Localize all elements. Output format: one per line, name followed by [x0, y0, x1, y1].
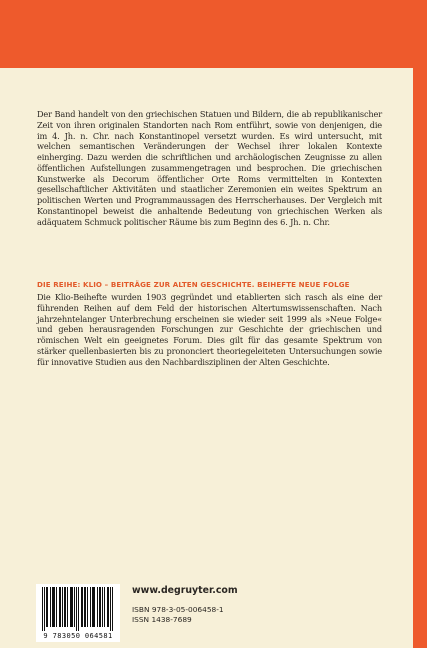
barcode-bar	[60, 587, 61, 627]
isbn-number: ISBN 978-3-05-006458-1	[132, 605, 224, 614]
barcode-bar	[84, 587, 85, 627]
barcode-bar	[52, 587, 53, 627]
barcode-bar	[67, 587, 68, 627]
barcode-bar	[62, 587, 63, 627]
publisher-info	[132, 585, 238, 625]
barcode-bar	[56, 587, 57, 627]
barcode-bar	[53, 587, 54, 627]
barcode-bar	[93, 587, 94, 627]
barcode-bar	[72, 587, 73, 627]
barcode-bar	[104, 587, 105, 627]
barcode-bar	[74, 587, 75, 627]
barcode-bar	[102, 587, 103, 627]
barcode-bar	[94, 587, 95, 627]
barcode-bar	[47, 587, 48, 627]
barcode-bar	[42, 587, 43, 631]
barcode-bar	[112, 587, 113, 631]
barcode-bar	[97, 587, 98, 627]
publisher-url[interactable]: www.degruyter.com	[132, 585, 238, 596]
series-heading: DIE REIHE: KLIO – BEITRÄGE ZUR ALTEN GESCHICHTE. BEIHEFTE NEUE FOLGE	[37, 280, 350, 289]
barcode-bar	[65, 587, 66, 627]
barcode-bar	[90, 587, 91, 627]
issn-number: ISSN 1438-7689	[132, 615, 192, 624]
barcode-bar	[81, 587, 82, 627]
barcode-bar	[70, 587, 71, 627]
barcode-digits: 9 783050 064581	[43, 632, 113, 640]
cover-edge-strip	[413, 0, 427, 648]
barcode-bar	[82, 587, 83, 627]
barcode-bar	[71, 587, 72, 627]
barcode-bar	[44, 587, 45, 631]
barcode-bar	[85, 587, 86, 627]
barcode-bar	[108, 587, 109, 627]
barcode-bar	[100, 587, 101, 627]
barcode-bar	[59, 587, 60, 627]
barcode-bars	[42, 587, 114, 631]
barcode-bar	[64, 587, 65, 627]
series-section	[37, 279, 382, 367]
book-description: Der Band handelt von den griechischen Statuen und Bildern, die ab republikanischer Zeit von ihren originalen Standorten nach Rom entführt, sowie von denjenigen, die im 4. Jh. n. Chr. nach Konstantinopel versetzt wurden. Es wird untersucht, mit welchen semantischen Veränderungen der Wechsel ihrer lokalen Kontexte einherging. Dazu werden die schriftlichen und archäologischen Zeugnisse zu allen öffentlichen Aufstellungen zusammengetragen und besprochen. Die griechischen Kunstwerke als Decorum öffentlicher Orte Roms vermittelten in Kontexten gesellschaftlicher Aktivitäten und staatlicher Zeremonien ein weites Spektrum an politischen Werten und Programmaussagen des Herrscherhauses. Der Vergleich mit Konstantinopel beweist die anhaltende Bedeutung von griechischen Werken als adäquatem Schmuck politischer Räume bis zum Beginn des 6. Jh. n. Chr.	[37, 109, 382, 227]
barcode-bar	[92, 587, 93, 627]
barcode-bar	[50, 587, 51, 627]
barcode-bar	[87, 587, 88, 627]
barcode-bar	[99, 587, 100, 627]
barcode-bar	[78, 587, 79, 631]
barcode-bar	[54, 587, 55, 627]
barcode-bar	[107, 587, 108, 627]
series-description: Die Klio-Beihefte wurden 1903 gegründet und etablierten sich rasch als eine der führenden Reihen auf dem Feld der historischen Altertumswissenschaften. Nach jahrzehntelanger Unterbrechung erscheinen sie wieder seit 1999 als »Neue Folge« und geben herausragenden Forschungen zur Geschichte der griechischen und römischen Welt ein geeignetes Forum. Dies gilt für das gesamte Spektrum von stärker quellenbasierten bis zu prononciert theoriegeleiteten Untersuchungen sowie für innovative Studien aus den Nachbardisziplinen der Alten Geschichte.	[37, 292, 382, 367]
barcode-bar	[76, 587, 77, 631]
barcode-bar	[110, 587, 111, 631]
barcode-bar	[46, 587, 47, 627]
barcode	[36, 584, 120, 642]
